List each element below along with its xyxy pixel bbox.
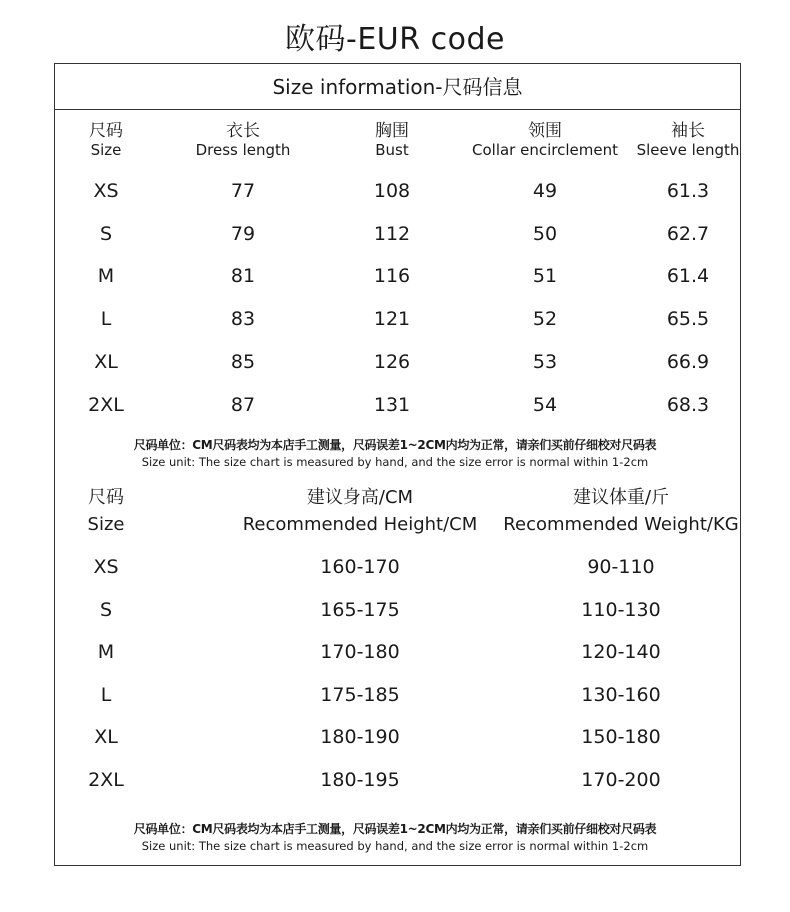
table2-cell: L (100, 683, 112, 706)
table1-cell: XS (93, 180, 119, 202)
table1-note-en: Size unit: The size chart is measured by hand, and the size error is normal within 1-2cm (141, 455, 649, 469)
table1-col-header-zh: 袖长 (671, 121, 705, 141)
table1-cell: 2XL (88, 393, 124, 416)
table1-cell: M (97, 265, 115, 288)
table2-cell: 110-130 (581, 598, 661, 621)
table2-cell: 90-110 (587, 556, 655, 578)
size-information-header: Size information-尺码信息 (55, 64, 740, 110)
table1-col-header-en: Dress length (195, 141, 291, 159)
table1-cell: 51 (532, 265, 558, 288)
table1-col-header-en: Size (90, 141, 122, 159)
table2-cell: XS (93, 556, 119, 578)
table2-col-header-en: Size (87, 514, 125, 535)
table2-note-en: Size unit: The size chart is measured by hand, and the size error is normal within 1-2cm (141, 839, 649, 853)
table1-col-header-en: Bust (375, 141, 409, 159)
table1-cell: 50 (532, 222, 558, 245)
table2-cell: 165-175 (320, 598, 400, 621)
table2-cell: S (99, 598, 113, 621)
table2-cell: 130-160 (581, 683, 661, 706)
table2-cell: M (97, 641, 115, 664)
table1-col-header-zh: 衣长 (226, 121, 260, 141)
table2-col-header-zh: 尺码 (88, 487, 124, 508)
table2-cell: 160-170 (320, 556, 400, 578)
table2-cell: 170-180 (320, 641, 400, 664)
table1-cell: 61.3 (666, 180, 710, 202)
table1-cell: 85 (230, 350, 256, 373)
table2-cell: 180-190 (320, 726, 400, 749)
table1-cell: 62.7 (666, 222, 710, 245)
table1-note-zh: 尺码单位：CM尺码表均为本店手工测量，尺码误差1~2CM内均为正常，请亲们买前仔细校对尺码表 (133, 438, 657, 452)
table1-col-header-en: Sleeve length (636, 141, 740, 159)
table1-cell: 54 (532, 393, 558, 416)
table2-cell: 170-200 (581, 769, 661, 791)
table1-cell: 121 (373, 308, 411, 331)
table1-cell: 65.5 (666, 308, 710, 331)
table1-cell: 83 (230, 308, 256, 331)
table1-cell: 131 (373, 393, 411, 416)
table1-cell: 87 (230, 393, 256, 416)
table1-cell: 49 (532, 180, 558, 202)
table2-cell: 150-180 (581, 726, 661, 749)
table1-cell: 126 (373, 350, 411, 373)
table1-cell: 108 (373, 180, 411, 202)
table2-cell: 180-195 (320, 769, 400, 791)
table1-cell: XL (94, 350, 118, 373)
table1-cell: S (99, 222, 113, 245)
table1-cell: 68.3 (666, 393, 710, 416)
table2-col-header-en: Recommended Weight/KG (503, 514, 739, 535)
table1-cell: 61.4 (666, 265, 710, 288)
table2-cell: 120-140 (581, 641, 661, 664)
table2-col-header-zh: 建议身高/CM (306, 487, 414, 508)
table1-cell: 79 (230, 222, 256, 245)
page-title: 欧码-EUR code (285, 22, 505, 57)
table2-cell: 175-185 (320, 683, 400, 706)
table2-col-header-en: Recommended Height/CM (242, 514, 478, 535)
table2-note-zh: 尺码单位：CM尺码表均为本店手工测量，尺码误差1~2CM内均为正常，请亲们买前仔细校对尺码表 (133, 822, 657, 836)
table1-cell: 112 (373, 222, 411, 245)
table2-cell: XL (94, 726, 118, 749)
table2-cell: 2XL (88, 769, 124, 791)
table1-cell: 53 (532, 350, 558, 373)
table1-cell: 77 (230, 180, 256, 202)
table1-cell: L (100, 308, 112, 331)
table1-col-header-zh: 胸围 (375, 121, 409, 141)
table1-col-header-zh: 尺码 (89, 121, 123, 141)
table1-cell: 81 (230, 265, 256, 288)
table1-cell: 116 (373, 265, 411, 288)
table1-cell: 52 (532, 308, 558, 331)
table2-col-header-zh: 建议体重/斤 (572, 487, 670, 508)
table1-col-header-zh: 领围 (528, 121, 562, 141)
table1-col-header-en: Collar encirclement (472, 141, 618, 159)
table1-cell: 66.9 (666, 350, 710, 373)
